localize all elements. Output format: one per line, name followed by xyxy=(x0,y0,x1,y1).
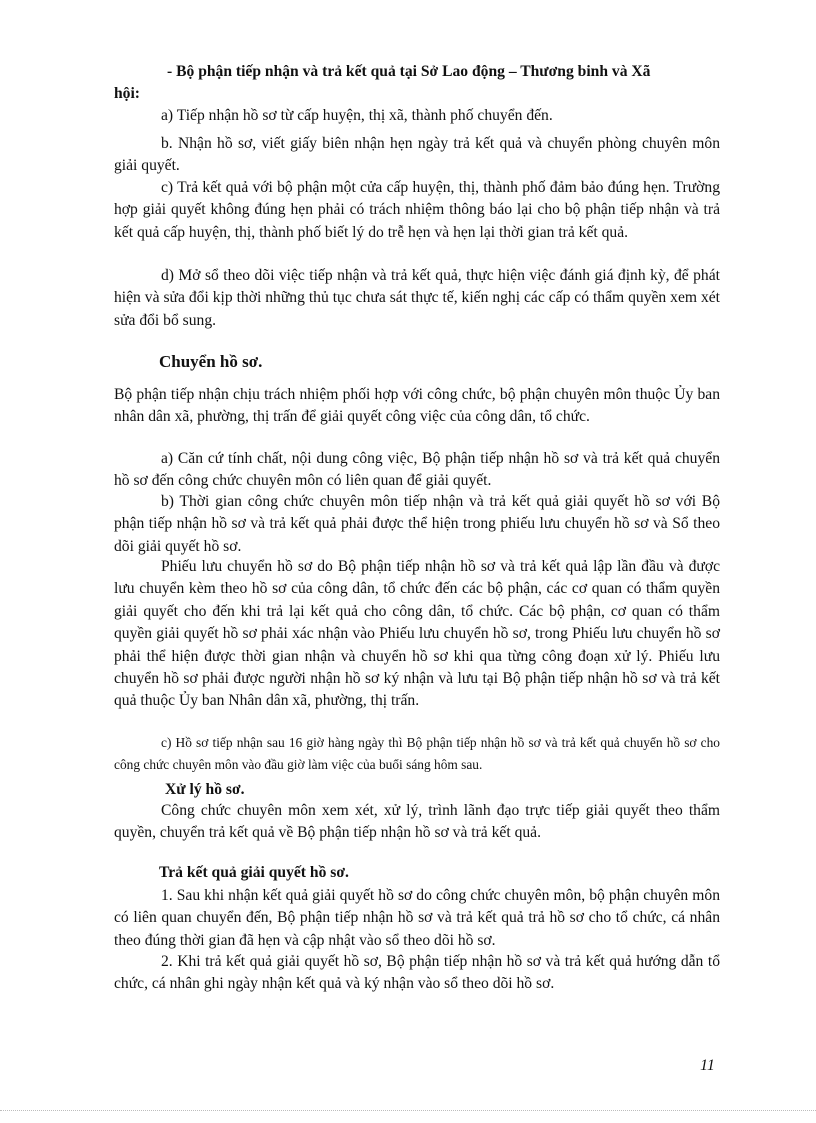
section1-item-b: b. Nhận hồ sơ, viết giấy biên nhận hẹn ngày trả kết quả và chuyển phòng chuyên môn giải quyết. xyxy=(114,135,720,175)
section1-item-c: c) Trả kết quả với bộ phận một cửa cấp huyện, thị, thành phố đảm bảo đúng hẹn. Trường hợp giải quyết không đúng hẹn phải có trách nhiệm thông báo lại cho bộ phận tiếp nhận và trả kết quả cấp huyện, thị, thành phố biết lý do trễ hẹn và hẹn lại thời gian trả kết quả. xyxy=(114,179,720,241)
section1-heading-line2: hội: xyxy=(114,85,140,102)
section2-heading: Chuyển hồ sơ. xyxy=(159,352,263,371)
section3-heading: Xử lý hồ sơ. xyxy=(165,781,245,798)
section1-heading-line1: - Bộ phận tiếp nhận và trả kết quả tại Sở Lao động – Thương binh và Xã xyxy=(167,63,651,80)
section1-item-a: a) Tiếp nhận hồ sơ từ cấp huyện, thị xã, thành phố chuyển đến. xyxy=(161,107,553,124)
section2-item-b: b) Thời gian công chức chuyên môn tiếp nhận và trả kết quả giải quyết hồ sơ với Bộ phận tiếp nhận hồ sơ và trả kết quả phải được thể hiện trong phiếu lưu chuyển hồ sơ và Sổ theo dõi giải quyết hồ sơ. xyxy=(114,493,720,555)
section3-body: Công chức chuyên môn xem xét, xử lý, trình lãnh đạo trực tiếp giải quyết theo thẩm quyền, chuyển trả kết quả về Bộ phận tiếp nhận hồ sơ và trả kết quả. xyxy=(114,802,720,842)
section2-item-c: c) Hồ sơ tiếp nhận sau 16 giờ hàng ngày thì Bộ phận tiếp nhận hồ sơ và trả kết quả chuyển hồ sơ cho công chức chuyên môn vào đầu giờ làm việc của buổi sáng hôm sau. xyxy=(114,735,720,772)
section1-item-d: d) Mở sổ theo dõi việc tiếp nhận và trả kết quả, thực hiện việc đánh giá định kỳ, để phát hiện và sửa đổi kịp thời những thủ tục chưa sát thực tế, kiến nghị các cấp có thẩm quyền xem xét sửa đổi bổ sung. xyxy=(114,267,720,329)
section4-item-1: 1. Sau khi nhận kết quả giải quyết hồ sơ do công chức chuyên môn, bộ phận chuyên môn có liên quan chuyển đến, Bộ phận tiếp nhận hồ sơ và trả kết quả trả hồ sơ cho tổ chức, cá nhân theo đúng thời gian đã hẹn và cập nhật vào sổ theo dõi hồ sơ. xyxy=(114,887,720,949)
section4-heading: Trả kết quả giải quyết hồ sơ. xyxy=(159,864,349,881)
section2-paragraph: Phiếu lưu chuyển hồ sơ do Bộ phận tiếp nhận hồ sơ và trả kết quả lập lần đầu và được lưu chuyển kèm theo hồ sơ của công dân, tổ chức đến các bộ phận, các cơ quan có thẩm quyền giải quyết cho đến khi trả lại kết quả cho công dân, tổ chức. Các bộ phận, cơ quan có thẩm quyền giải quyết hồ sơ phải xác nhận vào Phiếu lưu chuyển hồ sơ, trong Phiếu lưu chuyển hồ sơ phải thể hiện được thời gian nhận và chuyển hồ sơ khi qua từng công đoạn xử lý. Phiếu lưu chuyển hồ sơ phải được người nhận hồ sơ ký nhận và lưu tại Bộ phận tiếp nhận hồ sơ và trả kết quả thuộc Ủy ban Nhân dân xã, phường, thị trấn. xyxy=(114,558,720,710)
section2-intro: Bộ phận tiếp nhận chịu trách nhiệm phối hợp với công chức, bộ phận chuyên môn thuộc Ủy ban nhân dân xã, phường, thị trấn để giải quyết công việc của công dân, tổ chức. xyxy=(114,386,720,426)
page-number: 11 xyxy=(700,1057,715,1074)
section2-item-a: a) Căn cứ tính chất, nội dung công việc, Bộ phận tiếp nhận hồ sơ và trả kết quả chuyển hồ sơ đến công chức chuyên môn có liên quan để giải quyết. xyxy=(114,450,720,490)
page-bottom-rule xyxy=(0,1110,816,1111)
section4-item-2: 2. Khi trả kết quả giải quyết hồ sơ, Bộ phận tiếp nhận hồ sơ và trả kết quả hướng dẫn tổ chức, cá nhân ghi ngày nhận kết quả và ký nhận vào sổ theo dõi hồ sơ. xyxy=(114,953,720,993)
